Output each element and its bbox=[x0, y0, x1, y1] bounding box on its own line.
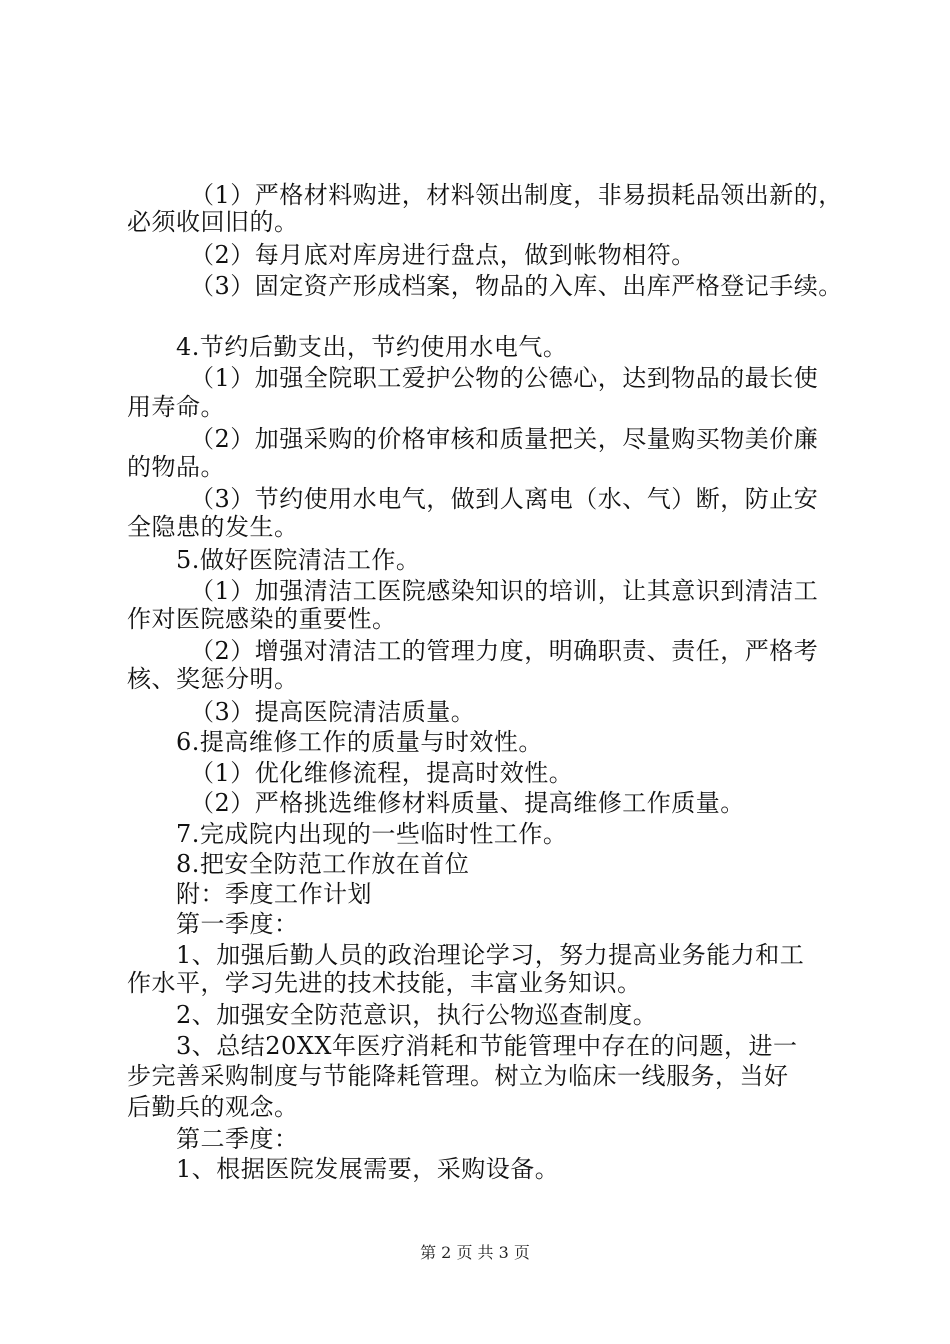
section-heading: 6.提高维修工作的质量与时效性。 bbox=[176, 728, 543, 756]
text-line: （1）严格材料购进，材料领出制度，非易损耗品领出新的， bbox=[190, 181, 843, 209]
text-line: （1）加强清洁工医院感染知识的培训，让其意识到清洁工 bbox=[190, 577, 819, 605]
text-line: （2）严格挑选维修材料质量、提高维修工作质量。 bbox=[190, 789, 745, 817]
text-line: （1）加强全院职工爱护公物的公德心，达到物品的最长使 bbox=[190, 364, 819, 392]
text-line: （3）节约使用水电气，做到人离电（水、气）断，防止安 bbox=[190, 485, 819, 513]
section-heading: 8.把安全防范工作放在首位 bbox=[176, 850, 470, 878]
text-line: 必须收回旧的。 bbox=[127, 208, 299, 236]
text-line: 1、根据医院发展需要，采购设备。 bbox=[176, 1155, 560, 1183]
quarter-heading: 第二季度： bbox=[176, 1125, 299, 1153]
text-line: （1）优化维修流程，提高时效性。 bbox=[190, 759, 574, 787]
text-line: （2）每月底对库房进行盘点，做到帐物相符。 bbox=[190, 241, 696, 269]
text-line: 1、加强后勤人员的政治理论学习，努力提高业务能力和工 bbox=[176, 941, 805, 969]
text-line: （2）加强采购的价格审核和质量把关，尽量购买物美价廉 bbox=[190, 425, 819, 453]
text-line: 核、奖惩分明。 bbox=[127, 665, 299, 693]
appendix-heading: 附：季度工作计划 bbox=[176, 880, 372, 908]
text-line: 全隐患的发生。 bbox=[127, 513, 299, 541]
text-line: 的物品。 bbox=[127, 453, 225, 481]
text-line: 2、加强安全防范意识，执行公物巡查制度。 bbox=[176, 1001, 658, 1029]
page-number-footer: 第 2 页 共 3 页 bbox=[420, 1243, 530, 1262]
section-heading: 7.完成院内出现的一些临时性工作。 bbox=[176, 820, 568, 848]
text-line: 步完善采购制度与节能降耗管理。树立为临床一线服务，当好 bbox=[127, 1062, 789, 1090]
text-line: 后勤兵的观念。 bbox=[127, 1093, 299, 1121]
quarter-heading: 第一季度： bbox=[176, 910, 299, 938]
text-line: 作对医院感染的重要性。 bbox=[127, 605, 397, 633]
text-line: 3、总结20XX年医疗消耗和节能管理中存在的问题，进一 bbox=[176, 1032, 798, 1060]
text-line: （3）固定资产形成档案，物品的入库、出库严格登记手续。 bbox=[190, 272, 843, 300]
text-line: 作水平，学习先进的技术技能，丰富业务知识。 bbox=[127, 969, 642, 997]
text-line: 用寿命。 bbox=[127, 393, 225, 421]
section-heading: 4.节约后勤支出，节约使用水电气。 bbox=[176, 333, 568, 361]
section-heading: 5.做好医院清洁工作。 bbox=[176, 546, 421, 574]
text-line: （2）增强对清洁工的管理力度，明确职责、责任，严格考 bbox=[190, 637, 819, 665]
text-line: （3）提高医院清洁质量。 bbox=[190, 698, 476, 726]
